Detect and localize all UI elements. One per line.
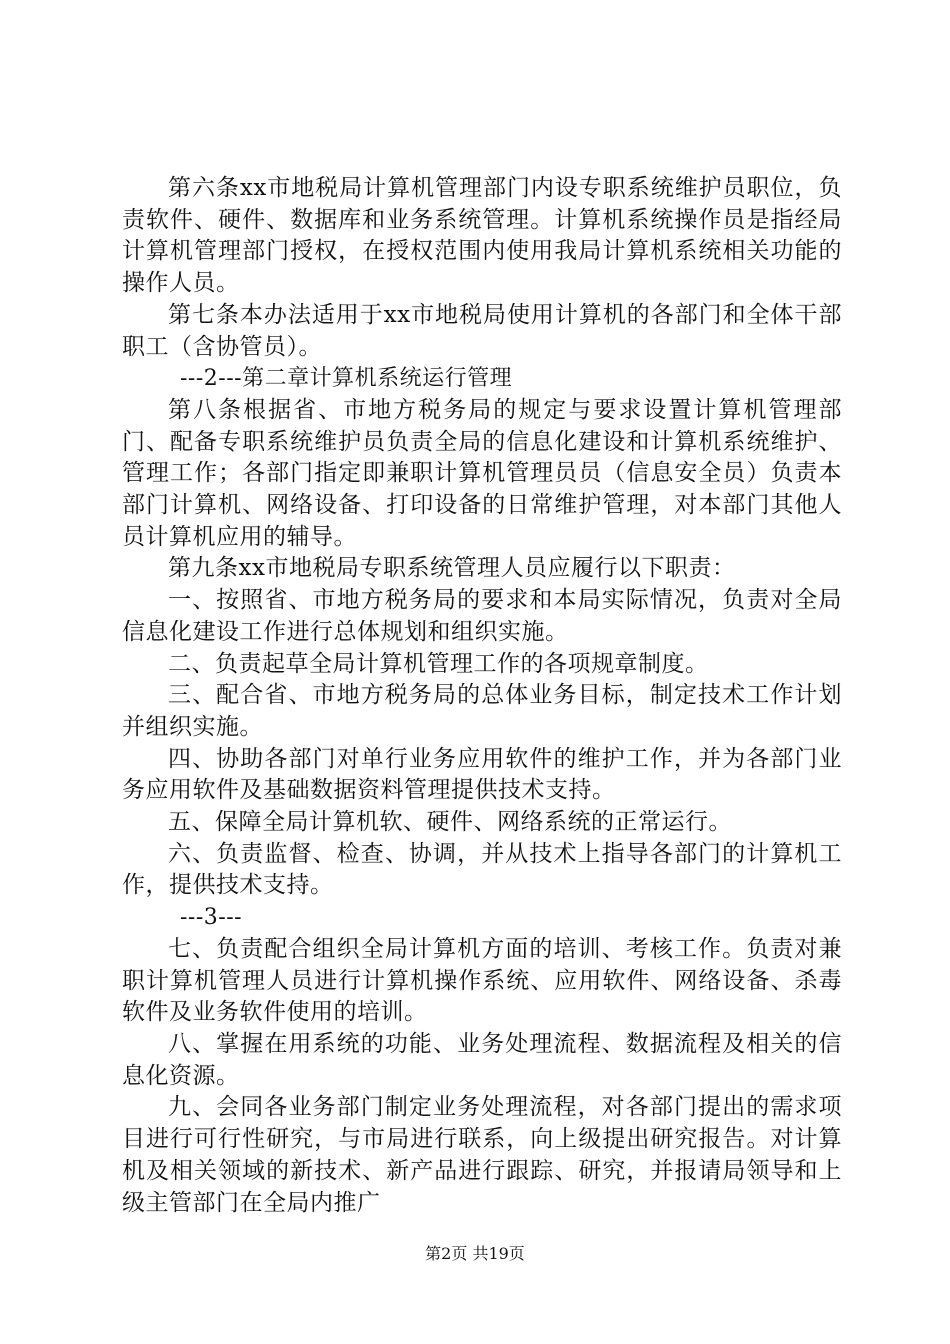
paragraph-duty-4: 四、协助各部门对单行业务应用软件的维护工作，并为各部门业务应用软件及基础数据资料管理提供技术支持。 bbox=[122, 745, 842, 804]
paragraph-duty-7: 七、负责配合组织全局计算机方面的培训、考核工作。负责对兼职计算机管理人员进行计算机操作系统、应用软件、网络设备、杀毒软件及业务软件使用的培训。 bbox=[122, 935, 842, 1026]
document-body bbox=[122, 173, 842, 1219]
paragraph-duty-3: 三、配合省、市地方税务局的总体业务目标，制定技术工作计划并组织实施。 bbox=[122, 682, 842, 740]
paragraph-duty-2: 二、负责起草全局计算机管理工作的各项规章制度。 bbox=[168, 650, 709, 677]
page-marker-chapter-2: ---2---第二章计算机系统运行管理 bbox=[180, 366, 513, 392]
paragraph-duty-8: 八、掌握在用系统的功能、业务处理流程、数据流程及相关的信息化资源。 bbox=[122, 1030, 842, 1089]
paragraph-duty-6: 六、负责监督、检查、协调，并从技术上指导各部门的计算机工作，提供技术支持。 bbox=[122, 840, 842, 899]
page-footer: 第2页 共19页 bbox=[425, 1244, 525, 1263]
paragraph-duty-1: 一、按照省、市地方税务局的要求和本局实际情况，负责对全局信息化建设工作进行总体规划和组织实施。 bbox=[122, 587, 842, 645]
paragraph-duty-5: 五、保障全局计算机软、硬件、网络系统的正常运行。 bbox=[168, 809, 732, 836]
paragraph-article-7: 第七条本办法适用于xx市地税局使用计算机的各部门和全体干部职工（含协管员）。 bbox=[122, 301, 842, 360]
paragraph-duty-9: 九、会同各业务部门制定业务处理流程，对各部门提出的需求项目进行可行性研究，与市局进行联系，向上级提出研究报告。对计算机及相关领域的新技术、新产品进行跟踪、研究，并报请局领导和上级主管部门在全局内推广 bbox=[122, 1094, 842, 1216]
paragraph-article-6: 第六条xx市地税局计算机管理部门内设专职系统维护员职位，负责软件、硬件、数据库和业务系统管理。计算机系统操作员是指经局计算机管理部门授权，在授权范围内使用我局计算机系统相关功能的操作人员。 bbox=[122, 175, 842, 297]
paragraph-article-9: 第九条xx市地税局专职系统管理人员应履行以下职责： bbox=[168, 555, 736, 582]
page-marker-3: ---3--- bbox=[180, 905, 243, 931]
paragraph-article-8: 第八条根据省、市地方税务局的规定与要求设置计算机管理部门、配备专职系统维护员负责全局的信息化建设和计算机系统维护、管理工作；各部门指定即兼职计算机管理员员（信息安全员）负责本部门计算机、网络设备、打印设备的日常维护管理，对本部门其他人员计算机应用的辅导。 bbox=[122, 396, 842, 550]
